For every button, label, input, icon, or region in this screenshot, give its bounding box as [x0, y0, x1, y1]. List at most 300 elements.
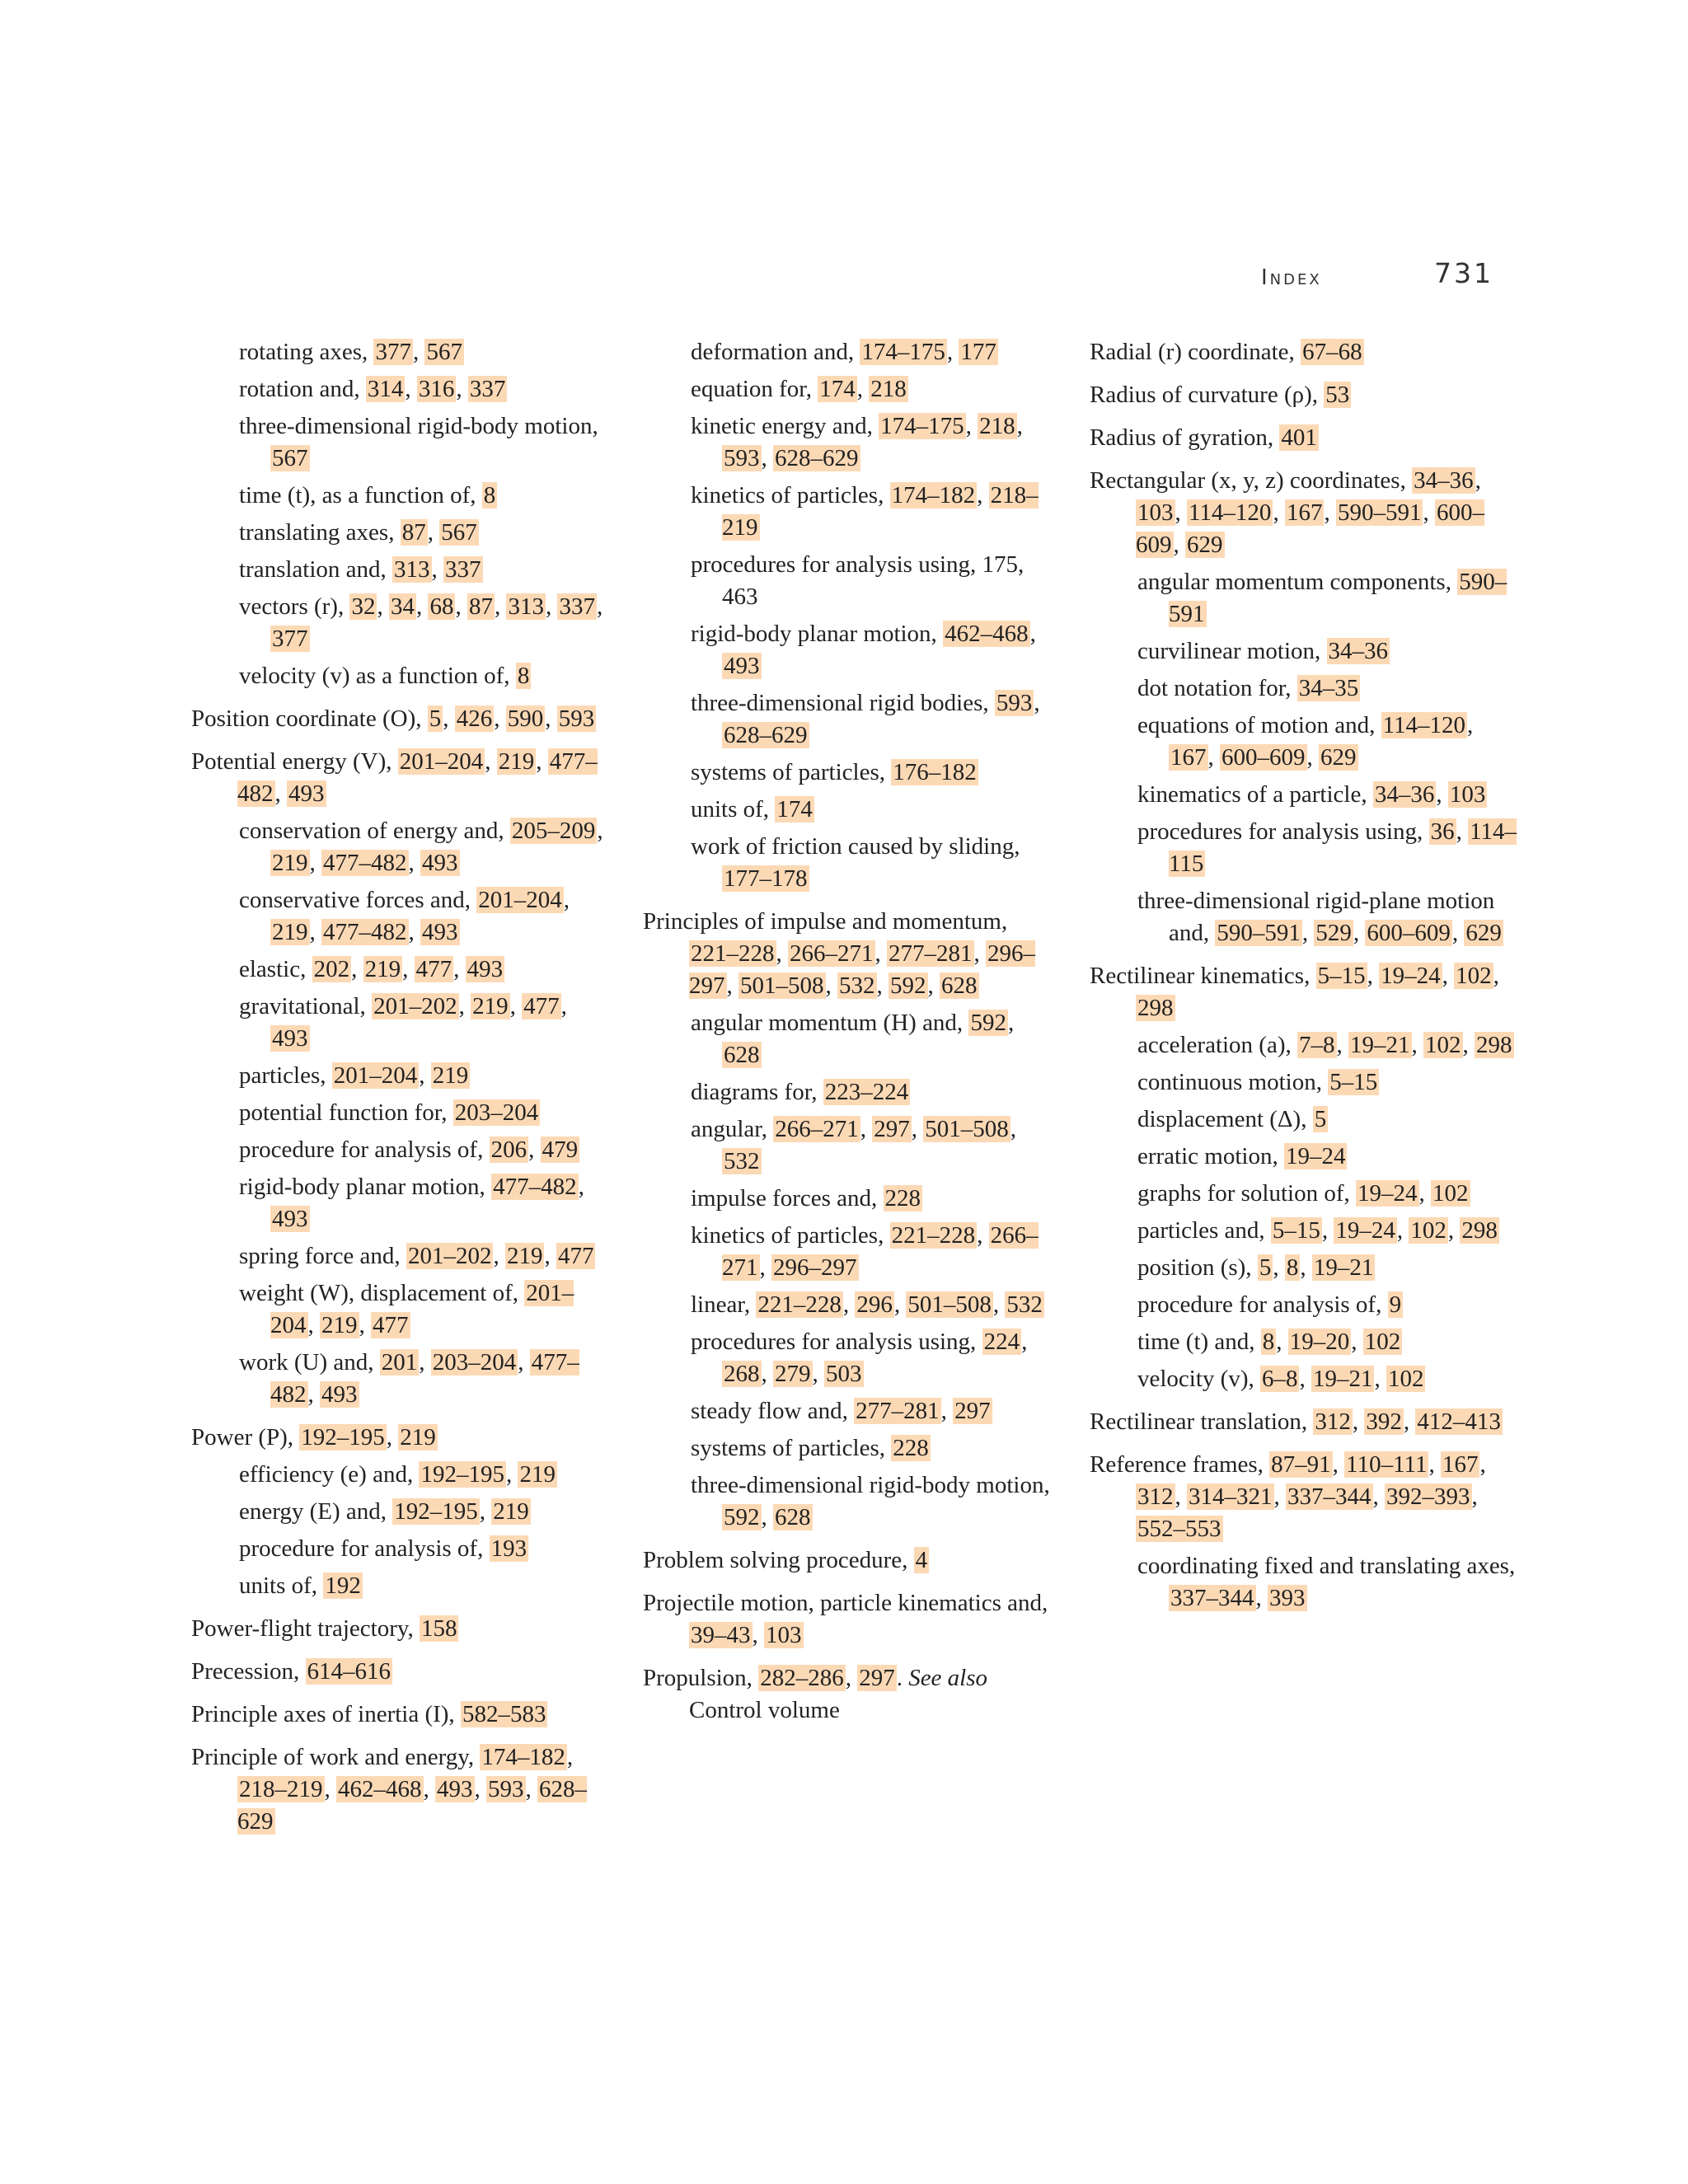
entry-term: kinetics of particles,	[691, 482, 884, 509]
page-reference[interactable]: 103	[1449, 781, 1486, 808]
page-reference[interactable]: 479	[542, 1137, 579, 1163]
index-subentry: equations of motion and, 114–120, 167, 600–609, 629	[1137, 712, 1474, 771]
index-subentry: translation and, 313, 337	[239, 556, 481, 583]
page-reference[interactable]: 201	[381, 1349, 418, 1376]
page-reference[interactable]: 192–195	[394, 1498, 478, 1525]
index-subentry: steady flow and, 277–281, 297	[691, 1398, 991, 1424]
running-head-title: Index	[1261, 265, 1322, 290]
index-subentry: deformation and, 174–175, 177	[691, 339, 996, 365]
page-reference[interactable]: 53	[1325, 382, 1350, 408]
page-reference[interactable]: 628–629	[775, 445, 859, 471]
page-reference[interactable]: 477–482	[237, 748, 598, 807]
page-reference[interactable]: 593	[996, 690, 1033, 716]
page-reference[interactable]: 337	[445, 556, 481, 583]
page-reference[interactable]: 102	[1410, 1217, 1447, 1244]
entry-term: Projectile motion, particle kinematics and,	[643, 1590, 1048, 1616]
entry-term: deformation and,	[691, 339, 855, 365]
page-reference[interactable]: 393	[1269, 1585, 1306, 1611]
page-reference[interactable]: 19–24	[1335, 1217, 1395, 1244]
entry-term: equations of motion and,	[1137, 712, 1376, 738]
page-reference[interactable]: 5–15	[1329, 1069, 1378, 1095]
page-reference[interactable]: 593	[724, 445, 760, 471]
index-subentry	[691, 1432, 1055, 1465]
entry-term: acceleration (a),	[1137, 1032, 1292, 1058]
page-reference[interactable]: 529	[1315, 920, 1352, 946]
page-reference[interactable]: 219	[364, 956, 401, 982]
page-reference[interactable]: 219	[506, 1243, 543, 1269]
entry-term: diagrams for,	[691, 1079, 818, 1105]
index-entry	[1090, 422, 1518, 454]
page-reference[interactable]: 102	[1387, 1366, 1424, 1392]
entry-term: units of,	[239, 1572, 318, 1599]
page-reference[interactable]: 39–43	[691, 1622, 751, 1648]
index-subentry: work (U) and, 201, 203–204, 477–482, 493	[239, 1349, 579, 1408]
index-column-3	[1090, 336, 1518, 1615]
page-reference[interactable]: 34–36	[1328, 638, 1389, 664]
index-subentry	[239, 480, 603, 512]
page-reference[interactable]: 277–281	[856, 1398, 940, 1424]
page-reference[interactable]: 201–204	[270, 1280, 574, 1338]
entry-term: work of friction caused by sliding,	[691, 833, 1020, 860]
page-number: 731	[1434, 257, 1493, 289]
entry-term: rotating axes,	[239, 339, 368, 365]
page-reference[interactable]: 219	[498, 748, 535, 775]
page-reference[interactable]: 493	[437, 1776, 473, 1802]
page-reference[interactable]: 493	[422, 919, 458, 945]
page-reference[interactable]: 19–24	[1381, 963, 1441, 989]
index-subentry	[691, 757, 1055, 789]
page-reference[interactable]: 219	[272, 850, 308, 876]
page-reference[interactable]: 102	[1364, 1329, 1401, 1355]
page-reference[interactable]: 67–68	[1302, 339, 1362, 365]
page-reference[interactable]: 206	[490, 1137, 528, 1163]
page-reference[interactable]: 614–616	[307, 1658, 392, 1685]
page-reference[interactable]: 176–182	[893, 759, 977, 785]
entry-term: spring force and,	[239, 1243, 401, 1269]
page-reference[interactable]: 114–120	[1189, 499, 1272, 526]
entry-term: angular momentum components,	[1137, 569, 1451, 595]
entry-term: efficiency (e) and,	[239, 1461, 414, 1488]
page-reference[interactable]: 102	[1456, 963, 1492, 989]
page-reference[interactable]: 167	[1170, 744, 1207, 771]
page-reference[interactable]: 401	[1281, 424, 1317, 451]
page-reference[interactable]: 201–204	[333, 1062, 418, 1089]
index-subentry: angular, 266–271, 297, 501–508, 532	[691, 1116, 1017, 1174]
entry-term: procedures for analysis using,	[691, 1329, 977, 1355]
page-reference[interactable]: 36	[1430, 818, 1455, 845]
page-reference[interactable]: 110–111	[1346, 1451, 1428, 1478]
page-reference[interactable]: 462–468	[945, 621, 1029, 647]
index-subentry: efficiency (e) and, 192–195, 219	[239, 1461, 556, 1488]
page-reference[interactable]: 8	[517, 663, 530, 689]
entry-term: coordinating fixed and translating axes,	[1137, 1553, 1516, 1579]
page-reference[interactable]: 218–219	[722, 482, 1039, 541]
page-reference[interactable]: 221–228	[757, 1291, 842, 1318]
page-reference[interactable]: 34	[390, 593, 415, 620]
page-reference[interactable]: 9	[1389, 1291, 1402, 1318]
page-reference[interactable]: 493	[288, 780, 325, 807]
page-reference[interactable]: 314–321	[1189, 1483, 1273, 1510]
entry-term: particles and,	[1137, 1217, 1265, 1244]
page-reference[interactable]: 223–224	[824, 1079, 909, 1105]
index-subentry: rotating axes, 377, 567	[239, 339, 462, 365]
page-reference[interactable]: 277–281	[889, 940, 973, 967]
page-reference[interactable]: 412–413	[1417, 1408, 1501, 1435]
page-reference[interactable]: 34–35	[1298, 675, 1359, 701]
page-reference[interactable]: 337	[469, 376, 506, 402]
page-reference[interactable]: 32	[351, 593, 376, 620]
page-reference[interactable]: 501–508	[740, 972, 824, 999]
page-reference[interactable]: 592	[890, 972, 926, 999]
index-subentry	[691, 1183, 1055, 1215]
index-subentry: conservation of energy and, 205–209, 219, 477–482, 493	[239, 818, 603, 876]
index-entry	[1090, 379, 1518, 411]
page-reference[interactable]: 337–344	[1170, 1585, 1254, 1611]
index-subentry	[239, 1570, 603, 1602]
page-reference[interactable]: 201–202	[373, 993, 457, 1019]
index-subentry: three-dimensional rigid-plane motion and, 590–591, 529, 600–609, 629	[1137, 888, 1502, 946]
page-reference[interactable]: 590–591	[1337, 499, 1422, 526]
page-reference[interactable]: 5–15	[1272, 1217, 1320, 1244]
page-reference[interactable]: 19–21	[1312, 1366, 1373, 1392]
entry-term: Radius of curvature (ρ),	[1090, 382, 1318, 408]
page-reference[interactable]: 501–508	[907, 1291, 992, 1318]
entry-term: Rectilinear translation,	[1090, 1408, 1308, 1435]
entry-term: displacement (Δ),	[1137, 1106, 1307, 1132]
entry-term: graphs for solution of,	[1137, 1180, 1350, 1207]
page-reference[interactable]: 316	[418, 376, 455, 402]
index-entry: Principle of work and energy, 174–182, 218–219, 462–468, 493, 593, 628–629	[191, 1744, 587, 1835]
index-subentry: particles, 201–204, 219	[239, 1062, 469, 1089]
page-reference[interactable]: 19–24	[1285, 1143, 1346, 1169]
page-reference[interactable]: 5	[429, 705, 442, 732]
page-reference[interactable]: 567	[426, 339, 462, 365]
entry-term: Principles of impulse and momentum,	[643, 908, 1008, 935]
page-reference[interactable]: 337	[559, 593, 595, 620]
entry-term: kinetics of particles,	[691, 1222, 884, 1249]
entry-term: Principle of work and energy,	[191, 1744, 475, 1770]
page-reference[interactable]: 219	[321, 1312, 358, 1338]
page-reference[interactable]: 268	[724, 1361, 760, 1387]
entry-term: procedure for analysis of,	[239, 1535, 484, 1562]
index-subentry: kinematics of a particle, 34–36, 103	[1137, 781, 1486, 808]
page-reference[interactable]: 628	[941, 972, 978, 999]
page-reference[interactable]: 493	[422, 850, 458, 876]
page-reference[interactable]: 313	[508, 593, 544, 620]
entry-term: conservative forces and,	[239, 887, 471, 913]
page-reference[interactable]: 592	[724, 1504, 760, 1530]
index-subentry	[1137, 635, 1518, 668]
page-reference[interactable]: 477–482	[323, 850, 407, 876]
page-reference[interactable]: 337–344	[1287, 1483, 1372, 1510]
page-reference[interactable]: 114–115	[1169, 818, 1517, 877]
page-reference[interactable]: 493	[321, 1381, 358, 1408]
page-reference[interactable]: 19–21	[1313, 1254, 1374, 1281]
page-reference[interactable]: 296	[856, 1291, 893, 1318]
page-reference[interactable]: 266–271	[722, 1222, 1039, 1281]
page-reference[interactable]: 477	[415, 956, 452, 982]
index-entry: Reference frames, 87–91, 110–111, 167, 312, 314–321, 337–344, 392–393, 552–553	[1090, 1451, 1486, 1542]
page-reference[interactable]: 567	[441, 519, 477, 546]
page-reference[interactable]: 19–24	[1357, 1180, 1418, 1207]
page-reference[interactable]: 493	[467, 956, 504, 982]
running-head	[1253, 255, 1493, 297]
page-reference[interactable]: 628	[775, 1504, 811, 1530]
page-reference[interactable]: 312	[1137, 1483, 1174, 1510]
page-reference[interactable]: 493	[272, 1025, 308, 1052]
page-reference[interactable]: 582–583	[462, 1701, 546, 1727]
page-reference[interactable]: 298	[1461, 1217, 1498, 1244]
page-reference[interactable]: 600–609	[1136, 499, 1484, 558]
index-subentry	[691, 1076, 1055, 1108]
page-reference[interactable]: 203–204	[432, 1349, 517, 1376]
entry-term: angular,	[691, 1116, 768, 1142]
index-subentry	[1137, 673, 1518, 705]
page-reference[interactable]: 5	[1314, 1106, 1327, 1132]
page-reference[interactable]: 68	[429, 593, 454, 620]
entry-term: curvilinear motion,	[1137, 638, 1321, 664]
page-reference[interactable]: 218–219	[239, 1776, 323, 1802]
page-reference[interactable]: 219	[472, 993, 509, 1019]
page-reference[interactable]: 503	[826, 1361, 862, 1387]
page-reference[interactable]: 219	[432, 1062, 469, 1089]
entry-term: potential function for,	[239, 1099, 448, 1126]
page-reference[interactable]: 298	[1137, 995, 1174, 1021]
page-reference[interactable]: 224	[983, 1329, 1020, 1355]
page-reference[interactable]: 221–228	[891, 1222, 976, 1249]
page-reference[interactable]: 477	[557, 1243, 594, 1269]
page-reference[interactable]: 219	[272, 919, 308, 945]
page-reference[interactable]: 228	[884, 1185, 921, 1212]
page-reference[interactable]: 266–271	[775, 1116, 859, 1142]
page-reference[interactable]: 477	[373, 1312, 409, 1338]
page-reference[interactable]: 167	[1286, 499, 1323, 526]
index-subentry	[239, 1097, 603, 1129]
entry-term: procedures for analysis using, 175, 463	[691, 551, 1025, 610]
page-reference[interactable]: 203–204	[454, 1099, 539, 1126]
page-reference[interactable]: 296–297	[773, 1254, 857, 1281]
page-reference[interactable]: 426	[456, 705, 493, 732]
entry-term: Power-flight trajectory,	[191, 1615, 414, 1642]
index-subentry: kinetics of particles, 221–228, 266–271, 296–297	[691, 1222, 1039, 1281]
index-subentry	[239, 660, 603, 692]
page-reference[interactable]: 102	[1425, 1032, 1461, 1058]
index-subentry: linear, 221–228, 296, 501–508, 532	[691, 1291, 1043, 1318]
page-reference[interactable]: 629	[1320, 744, 1357, 771]
entry-term: steady flow and,	[691, 1398, 848, 1424]
entry-term: time (t) and,	[1137, 1329, 1255, 1355]
entry-term: equation for,	[691, 376, 813, 402]
page-reference[interactable]: 219	[400, 1424, 436, 1451]
page-reference[interactable]: 493	[724, 653, 760, 679]
page-reference[interactable]: 192–195	[420, 1461, 504, 1488]
page-reference[interactable]: 593	[488, 1776, 524, 1802]
entry-term: weight (W), displacement of,	[239, 1280, 519, 1306]
index-subentry: translating axes, 87, 567	[239, 519, 477, 546]
page-reference[interactable]: 590–591	[1169, 569, 1507, 627]
entry-term: procedure for analysis of,	[1137, 1291, 1382, 1318]
page-reference[interactable]: 532	[724, 1148, 760, 1174]
entry-term: Radial (r) coordinate,	[1090, 339, 1295, 365]
page-reference[interactable]: 87–91	[1271, 1451, 1331, 1478]
entry-term: kinematics of a particle,	[1137, 781, 1367, 808]
page-reference[interactable]: 477–482	[493, 1174, 577, 1200]
page-reference[interactable]: 590	[507, 705, 544, 732]
index-subentry: kinetic energy and, 174–175, 218, 593, 628–629	[691, 413, 1023, 471]
index-subentry: weight (W), displacement of, 201–204, 219, 477	[239, 1280, 574, 1338]
page-reference[interactable]: 201–204	[478, 887, 562, 913]
page-reference[interactable]: 174	[776, 796, 813, 823]
index-subentry: rotation and, 314, 316, 337	[239, 376, 506, 402]
entry-term: three-dimensional rigid-body motion,	[691, 1472, 1050, 1498]
page-reference[interactable]: 477–482	[323, 919, 407, 945]
page-reference[interactable]: 8	[1286, 1254, 1299, 1281]
page-reference[interactable]: 628–629	[237, 1776, 587, 1835]
index-entry	[643, 1544, 1055, 1577]
page-reference[interactable]: 205–209	[511, 818, 596, 844]
page-reference[interactable]: 628	[724, 1042, 760, 1068]
page-reference[interactable]: 34–36	[1374, 781, 1435, 808]
page-reference[interactable]: 377	[272, 626, 308, 652]
page-reference[interactable]: 592	[970, 1010, 1006, 1036]
page-reference[interactable]: 392–393	[1386, 1483, 1470, 1510]
index-subentry: kinetics of particles, 174–182, 218–219	[691, 482, 1039, 541]
page-reference[interactable]: 228	[893, 1435, 929, 1461]
entry-term: gravitational,	[239, 993, 366, 1019]
page-reference[interactable]: 158	[420, 1615, 457, 1642]
entry-term: three-dimensional rigid bodies,	[691, 690, 989, 716]
page-reference[interactable]: 477–482	[270, 1349, 579, 1408]
page-reference[interactable]: 266–271	[790, 940, 874, 967]
index-subentry	[239, 1533, 603, 1565]
page-reference[interactable]: 193	[490, 1535, 528, 1562]
page-reference[interactable]: 87	[468, 593, 493, 620]
index-subentry: gravitational, 201–202, 219, 477, 493	[239, 993, 567, 1052]
page-reference[interactable]: 392	[1366, 1408, 1402, 1435]
page-reference[interactable]: 297	[859, 1665, 895, 1691]
index-entry: Power (P), 192–195, 219	[191, 1424, 436, 1451]
page-reference[interactable]: 192–195	[301, 1424, 385, 1451]
page-reference[interactable]: 174–182	[891, 482, 976, 509]
index-subentry: equation for, 174, 218	[691, 376, 907, 402]
index-subentry: coordinating fixed and translating axes, 337–344, 393	[1137, 1553, 1516, 1611]
page-reference[interactable]: 34–36	[1414, 467, 1474, 494]
page-reference[interactable]: 629	[1465, 920, 1502, 946]
entry-term: velocity (v),	[1137, 1366, 1254, 1392]
page-reference[interactable]: 313	[394, 556, 430, 583]
index-entry: Rectangular (x, y, z) coordinates, 34–36, 103, 114–120, 167, 590–591, 600–609, 629	[1090, 467, 1484, 558]
page-reference[interactable]: 8	[483, 482, 496, 509]
page-reference[interactable]: 219	[519, 1461, 556, 1488]
index-entry: Principles of impulse and momentum, 221–228, 266–271, 277–281, 296–297, 501–508, 532, 592, 628	[643, 908, 1035, 999]
page-reference[interactable]: 218	[870, 376, 907, 402]
page-reference[interactable]: 297	[874, 1116, 910, 1142]
page-reference[interactable]: 298	[1476, 1032, 1512, 1058]
page-reference[interactable]: 221–228	[691, 940, 775, 967]
page-reference[interactable]: 114–120	[1382, 712, 1466, 738]
page-reference[interactable]: 174–175	[861, 339, 945, 365]
entry-term: translation and,	[239, 556, 387, 583]
entry-term: vectors (r),	[239, 593, 345, 620]
see-also-label: See also	[908, 1665, 988, 1691]
page-reference[interactable]: 167	[1442, 1451, 1479, 1478]
page-reference[interactable]: 202	[313, 956, 350, 982]
page-reference[interactable]: 8	[1262, 1329, 1275, 1355]
page-reference[interactable]: 103	[1137, 499, 1174, 526]
index-subentry: position (s), 5, 8, 19–21	[1137, 1254, 1374, 1281]
page-reference[interactable]: 19–20	[1289, 1329, 1350, 1355]
page-reference[interactable]: 532	[1006, 1291, 1043, 1318]
page-reference[interactable]: 590–591	[1217, 920, 1301, 946]
page-reference[interactable]: 312	[1315, 1408, 1351, 1435]
page-reference[interactable]: 5	[1259, 1254, 1272, 1281]
entry-term: units of,	[691, 796, 770, 823]
page-reference[interactable]: 103	[766, 1622, 802, 1648]
page-reference[interactable]: 102	[1432, 1180, 1469, 1207]
page-reference[interactable]: 4	[915, 1547, 928, 1573]
entry-term: conservation of energy and,	[239, 818, 504, 844]
page-reference[interactable]: 87	[401, 519, 426, 546]
entry-term: Radius of gyration,	[1090, 424, 1274, 451]
page-reference[interactable]: 282–286	[760, 1665, 844, 1691]
page-reference[interactable]: 600–609	[1367, 920, 1451, 946]
page-reference[interactable]: 174–175	[880, 413, 964, 439]
page-reference[interactable]: 629	[1187, 532, 1223, 558]
page-reference[interactable]: 177	[960, 339, 996, 365]
page-reference[interactable]: 201–204	[399, 748, 484, 775]
index-subentry: conservative forces and, 201–204, 219, 477–482, 493	[239, 887, 570, 945]
entry-term: Problem solving procedure,	[643, 1547, 908, 1573]
page-reference[interactable]: 477	[523, 993, 560, 1019]
index-entry	[191, 1699, 603, 1731]
page-reference[interactable]: 5–15	[1317, 963, 1366, 989]
page-reference[interactable]: 296–297	[689, 940, 1035, 999]
entry-term: rigid-body planar motion,	[239, 1174, 485, 1200]
page-reference[interactable]: 297	[954, 1398, 991, 1424]
index-subentry	[691, 549, 1055, 613]
page-reference[interactable]: 7–8	[1299, 1032, 1335, 1058]
page-reference[interactable]: 6–8	[1261, 1366, 1298, 1392]
page-reference[interactable]: 567	[272, 445, 308, 471]
page-reference[interactable]: 192	[325, 1572, 361, 1599]
page-reference[interactable]: 279	[775, 1361, 811, 1387]
page-reference[interactable]: 174–182	[481, 1744, 565, 1770]
page-reference[interactable]: 501–508	[925, 1116, 1009, 1142]
page-reference[interactable]: 377	[375, 339, 411, 365]
page-reference[interactable]: 218	[979, 413, 1015, 439]
page-reference[interactable]: 314	[367, 376, 404, 402]
page-reference[interactable]: 19–21	[1350, 1032, 1410, 1058]
page-reference[interactable]: 174	[819, 376, 856, 402]
page-reference[interactable]: 177–178	[724, 865, 808, 892]
page-reference[interactable]: 552–553	[1137, 1516, 1221, 1542]
entry-term: rigid-body planar motion,	[691, 621, 937, 647]
index-subentry: graphs for solution of, 19–24, 102	[1137, 1180, 1469, 1207]
index-subentry: acceleration (a), 7–8, 19–21, 102, 298	[1137, 1032, 1512, 1058]
page-reference[interactable]: 532	[839, 972, 875, 999]
page-reference[interactable]: 219	[493, 1498, 529, 1525]
page-reference[interactable]: 493	[272, 1206, 308, 1232]
index-subentry: particles and, 5–15, 19–24, 102, 298	[1137, 1217, 1498, 1244]
entry-term: particles,	[239, 1062, 326, 1089]
entry-term: Rectilinear kinematics,	[1090, 963, 1311, 989]
page-reference[interactable]: 201–202	[407, 1243, 492, 1269]
page-reference[interactable]: 628–629	[724, 722, 808, 748]
page-reference[interactable]: 600–609	[1221, 744, 1306, 771]
index-subentry	[1137, 1289, 1518, 1321]
page-reference[interactable]: 593	[558, 705, 595, 732]
page-reference[interactable]: 462–468	[338, 1776, 422, 1802]
